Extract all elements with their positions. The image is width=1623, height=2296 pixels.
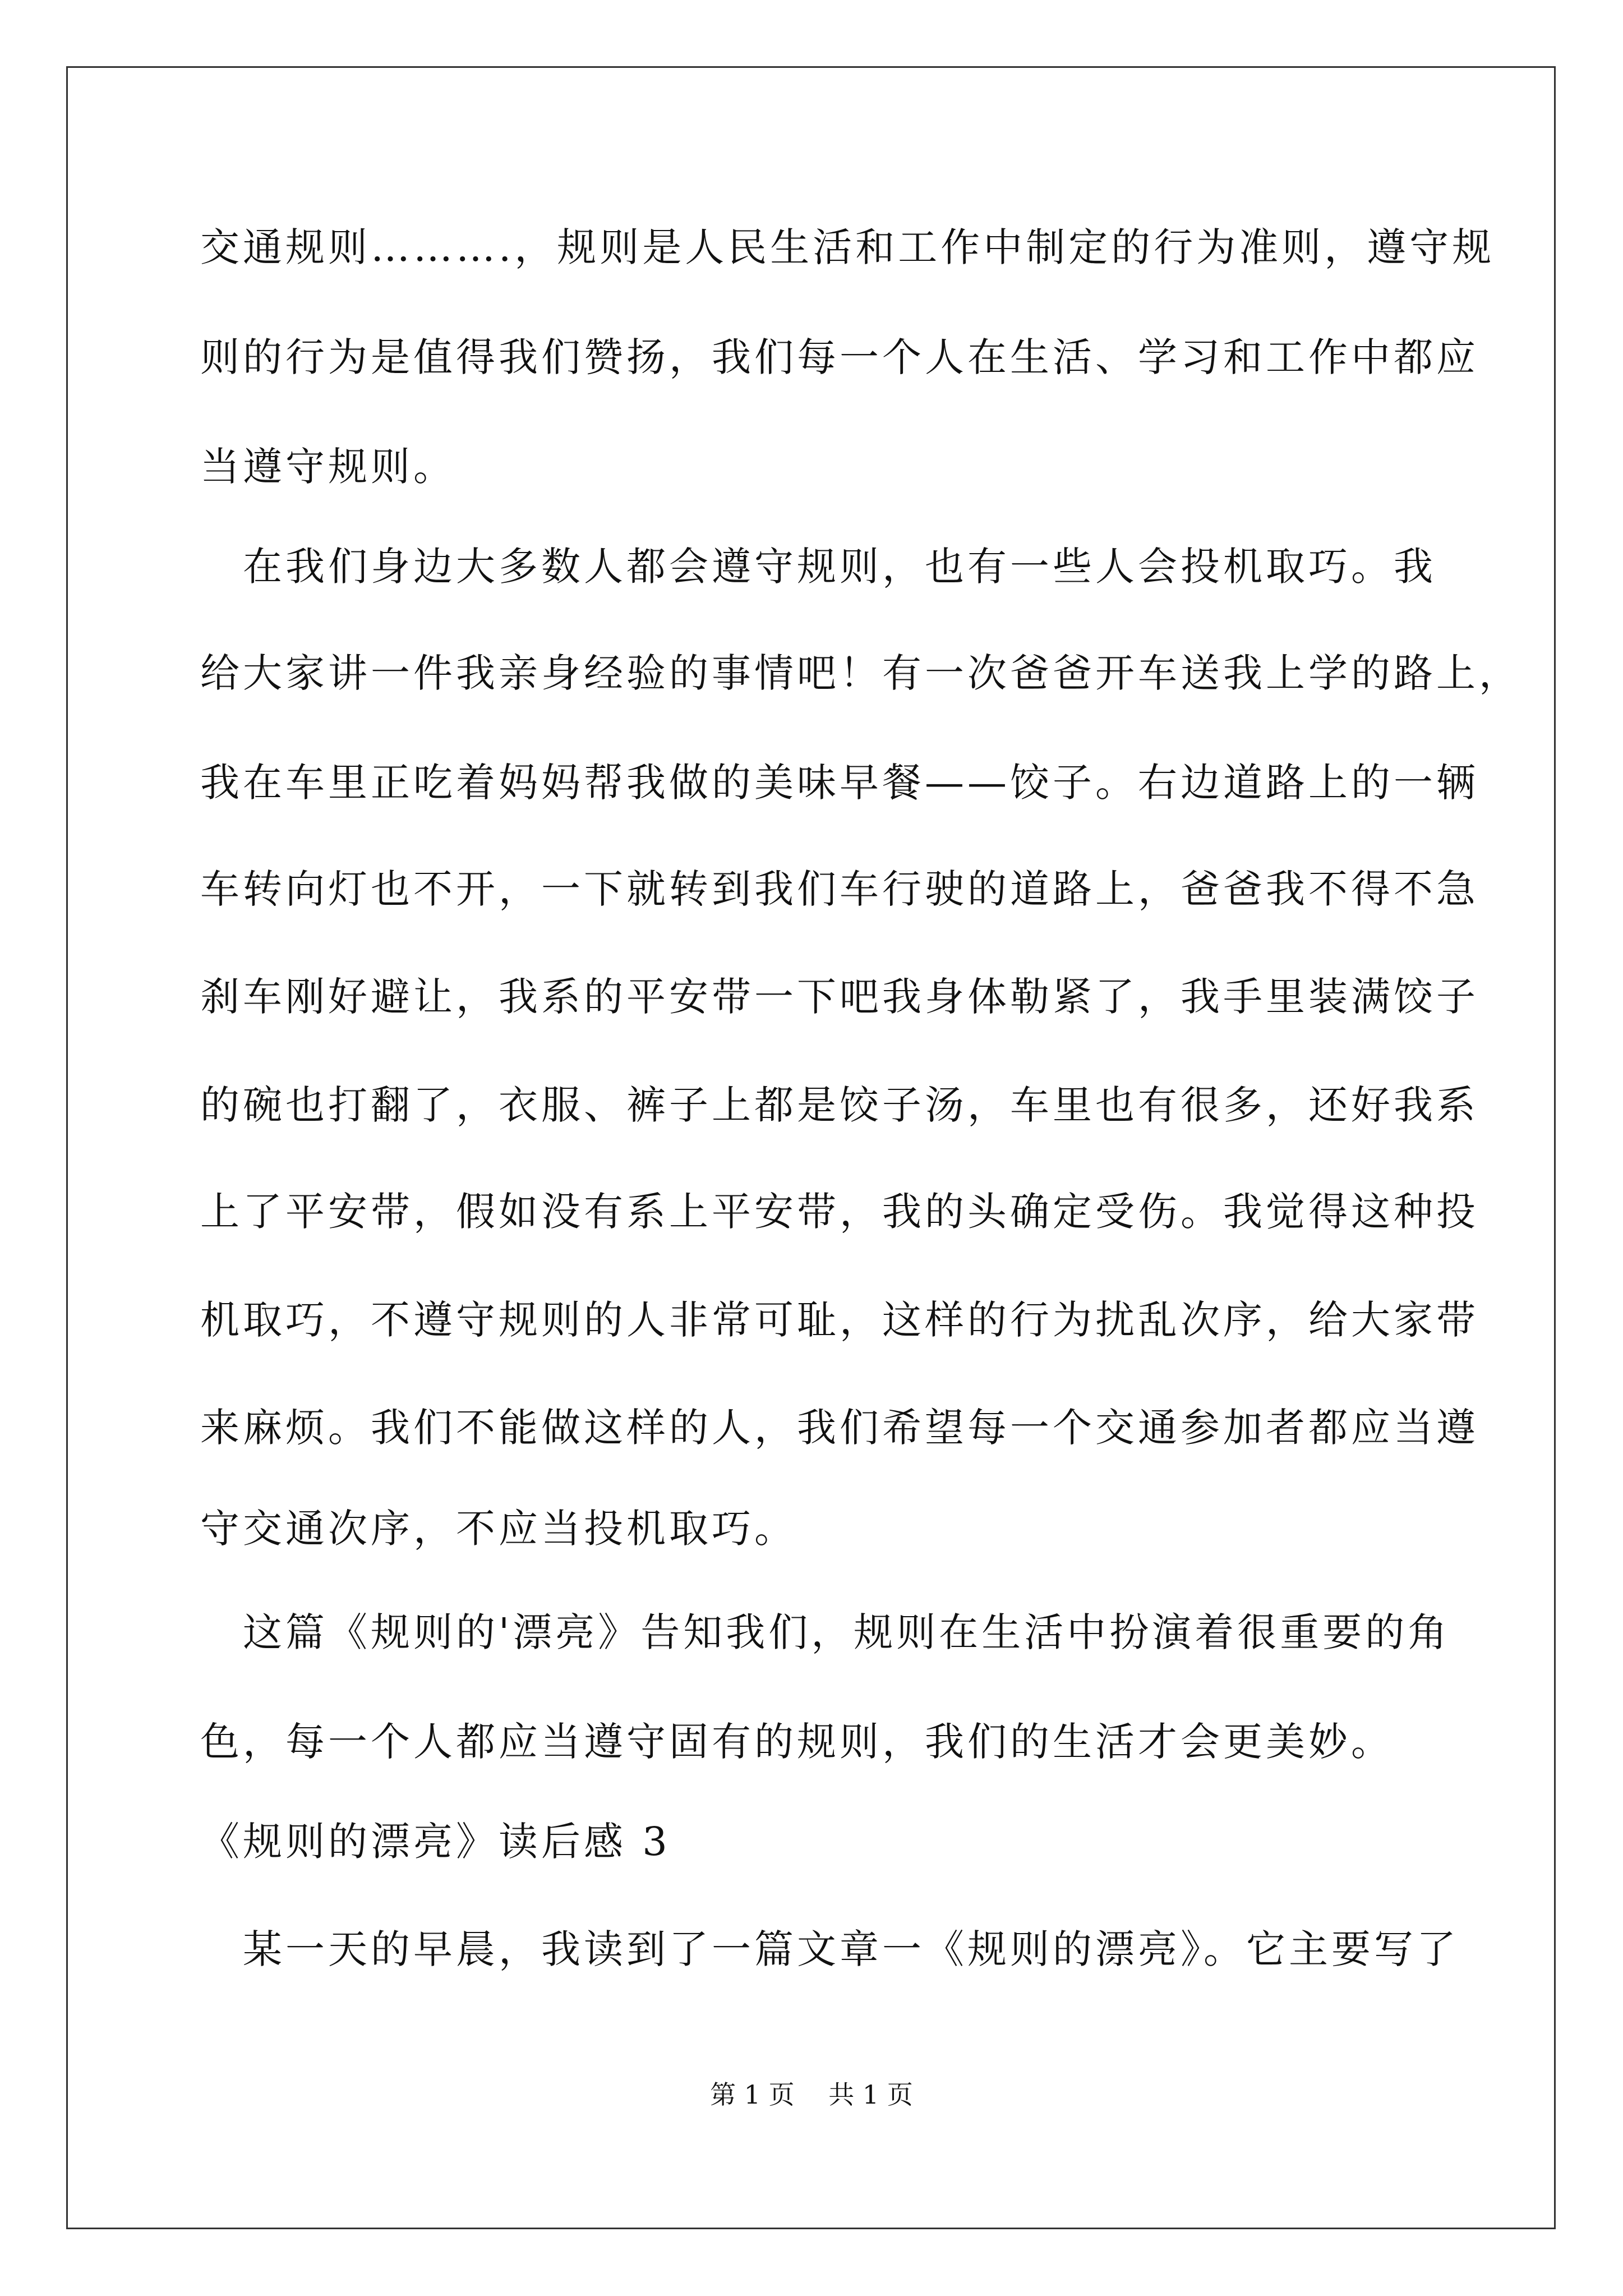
text-line: 色，每一个人都应当遵守固有的规则，我们的生活才会更美妙。: [200, 1719, 1394, 1765]
text-line: 当遵守规则。: [200, 444, 456, 490]
page-footer: 第 1 页 共 1 页: [710, 2079, 913, 2110]
text-line: 这篇《规则的'漂亮》告知我们，规则在生活中扮演着很重要的角: [200, 1609, 1451, 1655]
section-heading: 《规则的漂亮》读后感 3: [200, 1819, 671, 1865]
page-border: [66, 66, 1556, 2229]
text-line: 交通规则……….，规则是人民生活和工作中制定的行为准则，遵守规: [200, 224, 1495, 270]
text-line: 某一天的早晨，我读到了一篇文章一《规则的漂亮》。它主要写了: [200, 1926, 1459, 1972]
text-line: 刹车刚好避让，我系的平安带一下吧我身体勒紧了，我手里装满饺子: [200, 974, 1479, 1020]
text-line: 机取巧，不遵守规则的人非常可耻，这样的行为扰乱次序，给大家带: [200, 1297, 1479, 1343]
text-line: 的碗也打翻了，衣服、裤子上都是饺子汤，车里也有很多，还好我系: [200, 1082, 1479, 1128]
text-line: 我在车里正吃着妈妈帮我做的美味早餐——饺子。右边道路上的一辆: [200, 760, 1479, 806]
text-line: 则的行为是值得我们赞扬，我们每一个人在生活、学习和工作中都应: [200, 334, 1479, 380]
text-line: 来麻烦。我们不能做这样的人，我们希望每一个交通参加者都应当遵: [200, 1405, 1479, 1451]
text-line: 在我们身边大多数人都会遵守规则，也有一些人会投机取巧。我: [200, 544, 1436, 590]
text-line: 上了平安带，假如没有系上平安带，我的头确定受伤。我觉得这种投: [200, 1189, 1479, 1235]
text-line: 守交通次序，不应当投机取巧。: [200, 1506, 797, 1552]
text-line: 给大家讲一件我亲身经验的事情吧！有一次爸爸开车送我上学的路上，: [200, 650, 1521, 696]
text-line: 车转向灯也不开，一下就转到我们车行驶的道路上，爸爸我不得不急: [200, 866, 1479, 912]
